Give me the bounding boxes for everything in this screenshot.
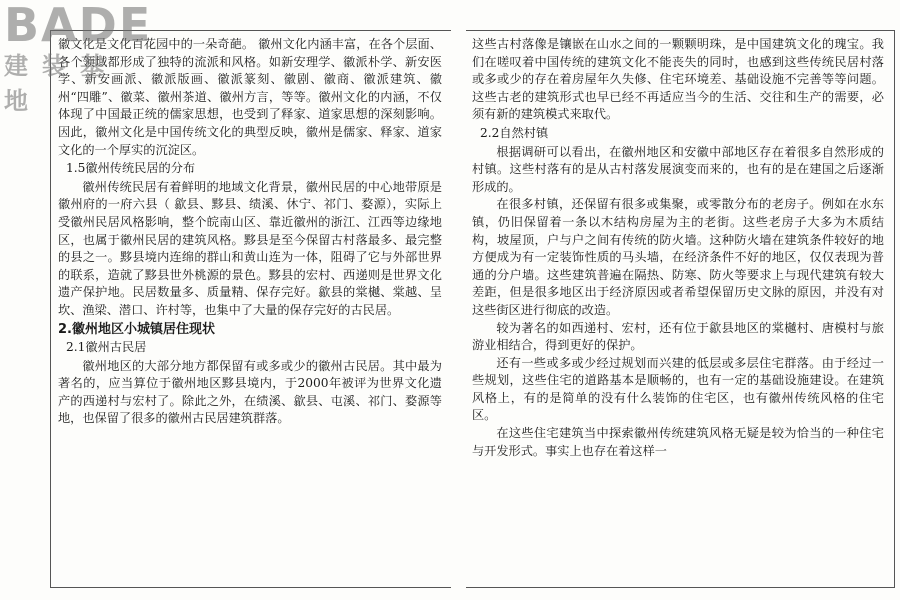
paragraph: 还有一些或多或少经过规划而兴建的低层或多层住宅群落。由于经过一些规划，这些住宅的道路基本是顺畅的，也有一定的基础设施建设。在建筑风格上，有的是简单的没有什么装饰的住宅区，也有徽州传统风格的住宅区。 xyxy=(472,355,884,423)
paragraph: 徽文化是文化百花园中的一朵奇葩。 徽州文化内涵丰富，在各个层面、各个领域都形成了独特的流派和风格。如新安理学、徽派朴学、新安医学、新安画派、徽派版画、徽派篆刻、徽剧、徽商、徽派建筑、徽州“四雕”、徽菜、徽州茶道、徽州方言，等等。徽州文化的内涵，不仅体现了中国最正统的儒家思想，也受到了释家、道家思想的深刻影响。因此，徽州文化是中国传统文化的典型反映，徽州是儒家、释家、道家文化的一个厚实的沉淀区。 xyxy=(58,37,442,157)
paragraph: 徽州传统民居有着鲜明的地域文化背景，徽州民居的中心地带原是徽州府的一府六县（ 歙县、黟县、绩溪、休宁、祁门、婺源），实际上受徽州民居风格影响，整个皖南山区、靠近徽州的浙江、江西等边缘地区，也属于徽州民居的建筑风格。黟县是至今保留古村落最多、最完整的县之一。黟县境内连绵的群山和黄山连为一体，阻碍了它与外部世界的联系，造就了黟县世外桃源的景色。黟县的宏村、西递则是世界文化遗产保护地。民居数量多、质量精、保存完好。歙县的棠樾、棠越、呈坎、渔梁、潜口、许村等，也集中了大量的保存完好的古民居。 xyxy=(58,179,442,317)
paragraph: 徽州地区的大部分地方都保留有或多或少的徽州古民居。其中最为著名的，应当算位于徽州地区黟县境内，于2000年被评为世界文化遗产的西递村与宏村了。除此之外，在绩溪、歙县、屯溪、祁门、婺源等地，也保留了很多的徽州古民居建筑群落。 xyxy=(58,358,442,426)
watermark-logo xyxy=(4,0,154,115)
paragraph: 较为著名的如西递村、宏村，还有位于歙县地区的棠樾村、唐模村与旅游业相结合，得到更好的保护。 xyxy=(472,320,884,353)
paragraph: 在很多村镇，还保留有很多或集聚，或零散分布的老房子。例如在水东镇，仍旧保留着一条以木结构房屋为主的老街。这些老房子大多为木质结构，坡屋顶，户与户之间有传统的防火墙。这种防火墙在建筑条件较好的地方便成为有一定装饰性质的马头墙，在经济条件不好的地区，仅仅表现为普通的分户墙。这些建筑普遍在隔热、防寒、防火等要求上与现代建筑有较大差距，但是很多地区出于经济原因或者希望保留历史文脉的原因，并没有对这些街区进行彻底的改造。 xyxy=(472,197,884,317)
subsection-heading: 2.1徽州古民居 xyxy=(66,340,147,355)
section-heading: 2.徽州地区小城镇居住现状 xyxy=(58,321,215,337)
watermark-subtitle: 建装基地 xyxy=(4,52,118,115)
paragraph: 这些古村落像是镶嵌在山水之间的一颗颗明珠，是中国建筑文化的瑰宝。我们在嗟叹着中国传统的建筑文化不能丧失的同时，也感到这些传统民居村落或多或少的存在着房屋年久失修、住宅环境差、基础设施不完善等等问题。这些古老的建筑形式也早已经不再适应当今的生活、交往和生产的需要，必须有新的建筑模式来取代。 xyxy=(472,37,884,122)
right-column xyxy=(472,36,884,460)
watermark-logo-text: BADE xyxy=(4,0,153,52)
paragraph: 在这些住宅建筑当中探索徽州传统建筑风格无疑是较为恰当的一种住宅与开发形式。事实上也存在着这样一 xyxy=(472,426,884,458)
paragraph: 根据调研可以看出，在徽州地区和安徽中部地区存在着很多自然形成的村镇。这些村落有的是从古村落发展演变而来的，也有的是在建国之后逐渐形成的。 xyxy=(472,144,884,194)
subsection-heading: 1.5徽州传统民居的分布 xyxy=(66,161,196,176)
subsection-heading: 2.2自然村镇 xyxy=(480,125,549,140)
